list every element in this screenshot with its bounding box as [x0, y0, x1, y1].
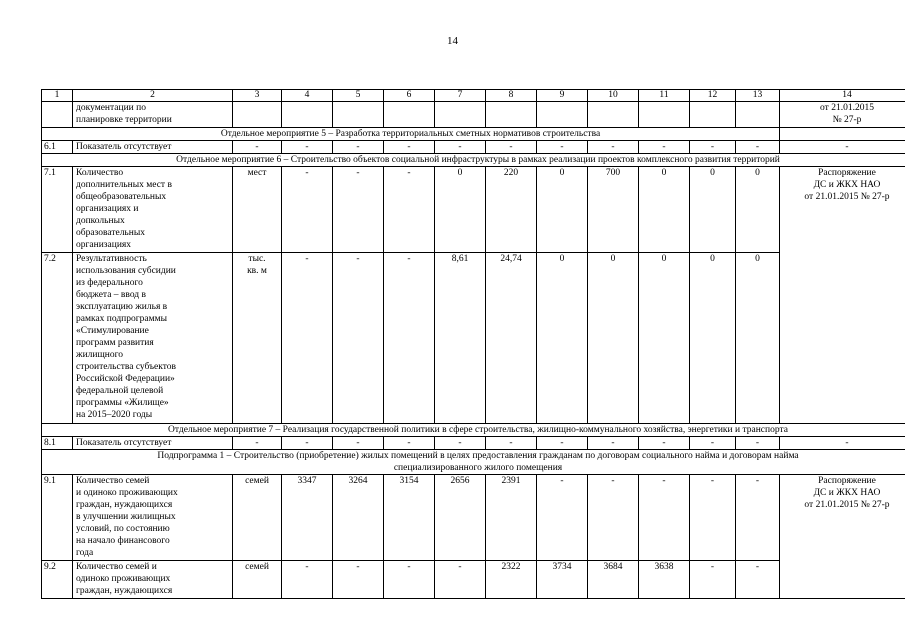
table-row — [42, 253, 905, 424]
cell: 3734 — [537, 561, 588, 599]
cell: - — [780, 141, 905, 154]
cell: 0 — [435, 167, 486, 253]
cell: - — [282, 167, 333, 253]
cell: - — [690, 437, 736, 450]
unit: мест — [233, 167, 282, 253]
cell: 2656 — [435, 475, 486, 561]
cell: - — [233, 141, 282, 154]
cell: 0 — [537, 167, 588, 253]
cell: 3154 — [384, 475, 435, 561]
cell: 0 — [736, 167, 780, 253]
cell: 220 — [486, 167, 537, 253]
cell: 3264 — [333, 475, 384, 561]
header-row — [42, 90, 905, 102]
cell: - — [639, 141, 690, 154]
table-row — [42, 167, 905, 253]
cell: - — [282, 253, 333, 424]
cell: - — [282, 437, 333, 450]
cell: 700 — [588, 167, 639, 253]
row-number: 8.1 — [42, 437, 73, 450]
source-document: Распоряжение ДС и ЖКХ НАО от 21.01.2015 № 27-р — [780, 167, 905, 424]
unit: тыс. кв. м — [233, 253, 282, 424]
column-header: 14 — [780, 90, 905, 102]
cell: - — [639, 437, 690, 450]
cell: - — [736, 141, 780, 154]
column-header: 12 — [690, 90, 736, 102]
column-header: 13 — [736, 90, 780, 102]
cell: - — [690, 475, 736, 561]
table-row — [42, 475, 905, 561]
table-row — [42, 561, 905, 599]
row-number: 9.2 — [42, 561, 73, 599]
cell: - — [384, 141, 435, 154]
column-header: 7 — [435, 90, 486, 102]
cell: - — [486, 141, 537, 154]
cell: 0 — [639, 253, 690, 424]
indicator-name: Количество дополнительных мест в общеобразовательных организациях и допкольных образовательных организациях — [73, 167, 233, 253]
cell: - — [384, 167, 435, 253]
cell: - — [384, 253, 435, 424]
cell: - — [333, 561, 384, 599]
row-number: 6.1 — [42, 141, 73, 154]
section-row — [42, 424, 905, 437]
indicator-name: Количество семей и одиноко проживающих граждан, нуждающихся — [73, 561, 233, 599]
section-title: Отдельное мероприятие 7 – Реализация государственной политики в сфере строительства, жилищно-коммунального хозяйства, энергетики и транспорта — [42, 424, 905, 437]
cell: 2322 — [486, 561, 537, 599]
row-number: 9.1 — [42, 475, 73, 561]
cell: - — [537, 475, 588, 561]
cell: - — [384, 437, 435, 450]
cell: - — [588, 475, 639, 561]
source-document: от 21.01.2015 № 27-р — [780, 102, 905, 128]
cell: - — [780, 437, 905, 450]
cell: - — [282, 561, 333, 599]
section-title: Подпрограмма 1 – Строительство (приобретение) жилых помещений в целях предоставления гражданам по договорам социального найма и договорам найма специализированного жилого помещения — [42, 450, 905, 475]
indicator-name: документации по планировке территории — [73, 102, 233, 128]
indicator-name: Показатель отсутствует — [73, 437, 233, 450]
cell: - — [690, 561, 736, 599]
cell: - — [233, 437, 282, 450]
cell: - — [736, 561, 780, 599]
section-row — [42, 450, 905, 475]
cell: - — [435, 561, 486, 599]
indicator-name: Результативность использования субсидии из федерального бюджета – ввод в эксплуатацию жилья в рамках подпрограммы «Стимулирование программ развития жилищного строительства субъектов Российской Федерации» федеральной целевой программы «Жилище» на 2015–2020 годы — [73, 253, 233, 424]
cell: - — [435, 437, 486, 450]
section-title: Отдельное мероприятие 5 – Разработка территориальных сметных нормативов строительства — [42, 128, 780, 141]
cell: 0 — [736, 253, 780, 424]
cell: - — [333, 253, 384, 424]
indicator-table — [41, 89, 905, 599]
unit: семей — [233, 475, 282, 561]
cell: 0 — [690, 167, 736, 253]
section-row — [42, 154, 905, 167]
table-row — [42, 437, 905, 450]
row-number: 7.1 — [42, 167, 73, 253]
cell: - — [333, 437, 384, 450]
cell: 3347 — [282, 475, 333, 561]
cell: 0 — [639, 167, 690, 253]
cell: - — [384, 561, 435, 599]
cell: - — [537, 437, 588, 450]
indicator-name: Показатель отсутствует — [73, 141, 233, 154]
column-header: 8 — [486, 90, 537, 102]
cell: - — [736, 437, 780, 450]
cell: 2391 — [486, 475, 537, 561]
column-header: 9 — [537, 90, 588, 102]
column-header: 1 — [42, 90, 73, 102]
table-row — [42, 141, 905, 154]
cell: - — [588, 141, 639, 154]
cell: - — [690, 141, 736, 154]
section-title: Отдельное мероприятие 6 – Строительство объектов социальной инфраструктуры в рамках реализации проектов комплексного развития территорий — [42, 154, 905, 167]
indicator-name: Количество семей и одиноко проживающих граждан, нуждающихся в улучшении жилищных условий, по состоянию на начало финансового года — [73, 475, 233, 561]
cell: 24,74 — [486, 253, 537, 424]
section-row — [42, 128, 905, 141]
cell: 3684 — [588, 561, 639, 599]
page-number: 14 — [447, 35, 458, 47]
column-header: 11 — [639, 90, 690, 102]
cell: 3638 — [639, 561, 690, 599]
cell: 0 — [588, 253, 639, 424]
cell: - — [333, 141, 384, 154]
cell: - — [588, 437, 639, 450]
column-header: 4 — [282, 90, 333, 102]
cell: - — [736, 475, 780, 561]
column-header: 3 — [233, 90, 282, 102]
cell: - — [333, 167, 384, 253]
column-header: 5 — [333, 90, 384, 102]
cell: 8,61 — [435, 253, 486, 424]
table-row — [42, 102, 905, 128]
unit: семей — [233, 561, 282, 599]
cell: 0 — [690, 253, 736, 424]
cell: - — [486, 437, 537, 450]
cell: - — [639, 475, 690, 561]
cell: - — [282, 141, 333, 154]
column-header: 2 — [73, 90, 233, 102]
row-number: 7.2 — [42, 253, 73, 424]
cell: 0 — [537, 253, 588, 424]
cell: - — [435, 141, 486, 154]
column-header: 6 — [384, 90, 435, 102]
cell: - — [537, 141, 588, 154]
source-document: Распоряжение ДС и ЖКХ НАО от 21.01.2015 № 27-р — [780, 475, 905, 599]
column-header: 10 — [588, 90, 639, 102]
